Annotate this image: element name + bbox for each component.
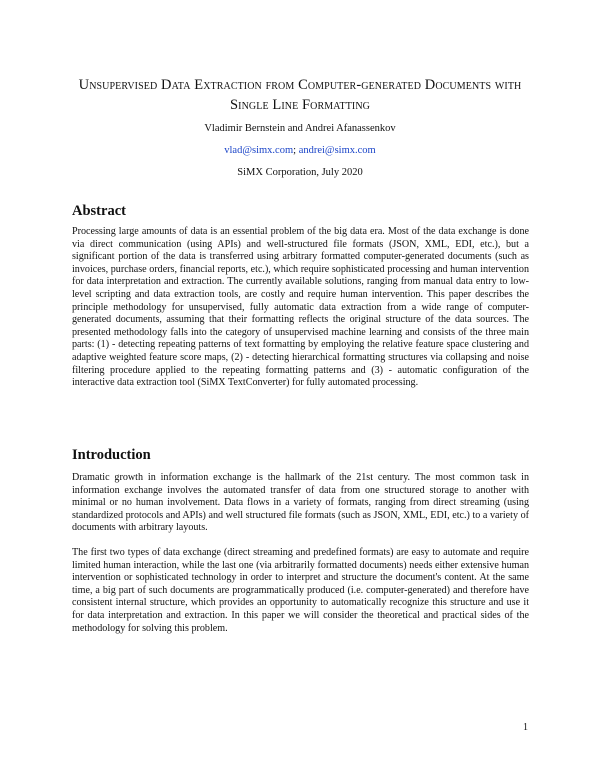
introduction-heading: Introduction bbox=[72, 447, 151, 463]
introduction-paragraph-1: Dramatic growth in information exchange is the hallmark of the 21st century. The most common task in information exchange involves the automated transfer of data from one structured storage to another with minimal or no human involvement. Data flows in a variety of formats, ranging from direct streaming (using standardized protocols and APIs) and well structured file formats (such as JSON, XML, EDI, etc.) to a variety of documents with arbitrary layouts. bbox=[72, 472, 529, 534]
page-number: 1 bbox=[523, 722, 528, 733]
affiliation-date: SiMX Corporation, July 2020 bbox=[237, 167, 363, 178]
abstract-heading: Abstract bbox=[72, 203, 126, 219]
abstract-text: Processing large amounts of data is an essential problem of the big data era. Most of the data exchange is done via direct communication (using APIs) and well-structured file formats (JSON, XML, EDI, etc.), but a significant portion of the data is transferred using arbitrary formatted computer-generated documents (such as invoices, purchase orders, financial reports, etc.), which require sophisticated processing and human intervention for data interpretation and extraction. The currently available solutions, ranging from manual data entry to low-level scripting and data extraction tools, are costly and require human intervention. This paper describes the principle methodology for unsupervised, fully automatic data extraction from a wide range of computer-generated documents, assuming that their formatting reflects the original structure of the data sources. The presented methodology falls into the category of unsupervised machine learning and consists of the three main parts: (1) - detecting repeating patterns of text formatting by employing the relative feature space clustering and adaptive weighted feature score maps, (2) - detecting hierarchical formatting structures via collapsing and noise filtering procedure applied to the repeating formatting patterns and (3) - automatic configuration of the interactive data extraction tool (SiMX TextConverter) for fully automated processing. bbox=[72, 226, 529, 389]
author-names: Vladimir Bernstein and Andrei Afanassenkov bbox=[204, 123, 396, 134]
email-link-vlad[interactable]: vlad@simx.com bbox=[224, 145, 294, 156]
email-separator: ; bbox=[293, 145, 297, 156]
author-emails bbox=[60, 144, 540, 158]
email-link-andrei[interactable]: andrei@simx.com bbox=[298, 145, 376, 156]
introduction-paragraph-2: The first two types of data exchange (direct streaming and predefined formats) are easy to automate and require limited human interaction, while the last one (via arbitrarily formatted documents) needs either extensive human intervention or sophisticated technology in order to interpret and structure the document's content. At the same time, a big part of such documents are programmatically produced (i.e. computer-generated) and therefore have consistent internal structure, which provides an opportunity to automatically recognize this structure and use it for data interpretation and extraction. In this paper we will consider the theoretical and practical sides of the methodology for solving this problem. bbox=[72, 547, 529, 634]
paper-title: Unsupervised Data Extraction from Computer-generated Documents with Single Line Formatting bbox=[78, 77, 522, 113]
